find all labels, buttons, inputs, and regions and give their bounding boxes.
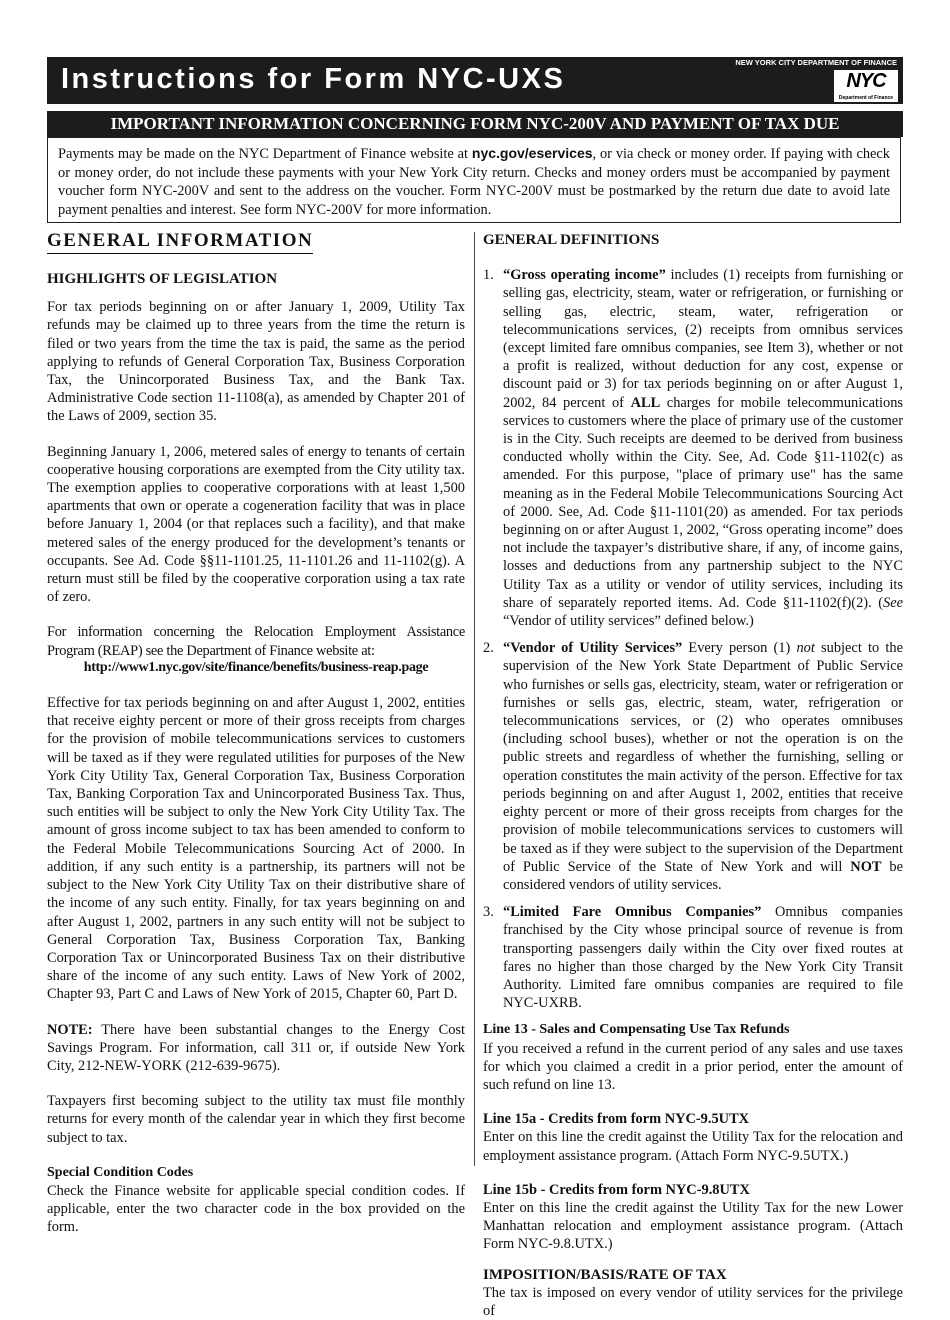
nyc-logo-subtext: Department of Finance [838,95,894,101]
department-name: NEW YORK CITY DEPARTMENT OF FINANCE [735,58,897,67]
notice-heading: IMPORTANT INFORMATION CONCERNING FORM NYC-200V AND PAYMENT OF TAX DUE [47,111,903,137]
definition-number: 3. [483,904,494,921]
definition-number: 1. [483,267,494,284]
imposition-heading: IMPOSITION/BASIS/RATE OF TAX [483,1266,727,1283]
general-definitions-heading: GENERAL DEFINITIONS [483,232,660,248]
definition-emphasis: ALL [630,394,661,411]
mobile-telecom-paragraph: Effective for tax periods beginning on and after August 1, 2002, entities that receive eighty percent or more of their gross receipts from charges for the provision of mobile telecommunications services to customers will be taxed as if they were regulated utilities for purposes of the New York City Utility Tax, General Corporation Tax, Business Corporation Tax, Banking Corporation Tax and Unincorporated Business Tax. Thus, such entities will be subject to only the New York City Utility Tax. The amount of gross income subject to tax has been amended to conform to the Federal Mobile Telecommunications Sourcing Act of 2000. In addition, if any such entity is a partnership, its partners will not be subject to the New York City Utility Tax on their distributive share of the income of any such entity. Finally, for tax years beginning on and after August 1, 2002, partners in any such entity will not be subject to General Corporation Tax, Business Corporation Tax, Banking Corporation Tax or Unincorporated Business Tax on their distributive share of the income of any such entity. Laws of New York of 2002, Chapter 93, Part C and Laws of New York of 2015, Chapter 60, Part D. [47,695,465,1003]
highlights-heading: HIGHLIGHTS OF LEGISLATION [47,271,278,287]
definition-text: subject to the supervision of the New York State Department of Public Service who furnishes or sells gas, electricity, steam, water or refrigeration or furnishes or sells gas, electric, steam, water, refrigeration or telecommunications services, or (2) who operates omnibuses (including school buses), whether or not the operation is on the public streets and regardless of whether the furnishing, selling or operation constitutes the main activity of the person. Effective for tax periods beginning on and after August 1, 2002, entities that receive eighty percent or more of their gross receipts from charges for the provision of mobile telecommunications services to customers will be taxed as if they were subject to the supervision of the Department of Public Service of the State of New York and will [503,640,903,875]
legislation-paragraph-2: Beginning January 1, 2006, metered sales of energy to tenants of certain cooperative housing corporations are exempted from the City utility tax. The exemption applies to cooperative corporations with at least 1,500 apartments that own or operate a cogeneration facility that was in place before January 1, 2004 (or that replaces such a facility), and that make metered sales of the energy produced for the development’s tenants or occupants. See Ad. Code §§11-1101.25, 11-1101.26 and 11-1102(g). A return must still be filed by the cooperative corporation using a tax rate of zero. [47,443,465,606]
definition-text: Omnibus companies franchised by the City whose principal source of revenue is from transporting passengers daily within the City over fixed routes at fares no higher than those charged by the New York City Transit Authority. Limited fare omnibus companies are required to file NYC-UXRB. [503,904,903,1012]
special-condition-codes-text: Check the Finance website for applicable special condition codes. If applicable, enter the two character code in the box provided on the form. [47,1182,465,1236]
imposition-text: The tax is imposed on every vendor of utility services for the privilege of [483,1284,903,1319]
column-divider [474,232,475,1166]
line-15a-text: Enter on this line the credit against the Utility Tax for the relocation and employment assistance program. (Attach Form NYC-9.5UTX.) [483,1129,903,1164]
right-column [483,228,903,1320]
definition-text: be considered vendors of utility services. [503,858,903,893]
legislation-paragraph-1: For tax periods beginning on or after January 1, 2009, Utility Tax refunds may be claimed up to three years from the time the return is filed or two years from the time the tax is paid, the same as the period applying to refunds of General Corporation Tax, Business Corporation Tax, the Unincorporated Business Tax, and the Bank Tax. Administrative Code section 11-1108(a), as amended by Chapter 201 of the Laws of 2009, section 35. [47,299,465,425]
eservices-link[interactable]: nyc.gov/eservices [471,145,593,161]
definition-text: Every person (1) [682,640,797,657]
definition-item [483,639,903,894]
definition-text: includes (1) receipts from furnishing or selling gas, electricity, steam, water or refrigeration, or furnishing or selling gas, electric, steam, water, refrigeration or telecommunications services, (2) receipts from omnibus services (except limited fare omnibus companies, see Item 3), whether or not a profit is realized, without deduction for any cost, expense or discount paid or 3) for tax periods beginning on or after August 1, 2002, 84 percent of [503,267,904,411]
nyc-logo-text: NYC [846,70,886,92]
definition-text: “Vendor of utility services” defined below.) [503,613,754,630]
monthly-returns-paragraph: Taxpayers first becoming subject to the utility tax must file monthly returns for every month of the calendar year in which they first become subject to tax. [47,1093,465,1146]
note-label: NOTE: [47,1021,93,1038]
definition-emphasis: NOT [850,858,882,875]
definition-term: “Gross operating income” [503,267,666,284]
notice-box [47,137,901,223]
page-title: Instructions for Form NYC-UXS [61,63,566,95]
line-15b-heading: Line 15b - Credits from form NYC-9.8UTX [483,1181,750,1198]
definition-emphasis: not [796,640,815,657]
definition-term: “Vendor of Utility Services” [503,640,683,657]
line-15a-heading: Line 15a - Credits from form NYC-9.5UTX [483,1111,750,1128]
note-paragraph [47,1021,465,1076]
line-15b-text: Enter on this line the credit against the Utility Tax for the new Lower Manhattan relocation and employment assistance program. (Attach Form NYC-9.8.UTX.) [483,1199,903,1253]
line-13-text: If you received a refund in the current period of any sales and use taxes for which you claimed a credit in a prior period, enter the amount of such refund on line 13. [483,1040,903,1093]
left-column [47,228,465,1237]
reap-link[interactable]: http://www1.nyc.gov/site/finance/benefits/business-reap.page [83,659,429,675]
definition-see: See [883,594,903,611]
nyc-logo [834,70,898,102]
definition-item [483,266,903,630]
notice-text-before: Payments may be made on the NYC Department of Finance website at [58,146,472,162]
notice-text-after: , or via check or money order. If paying with check or money order, do not include these payments with your New York City return. Checks and money orders must be accompanied by payment voucher form NYC-200V and sent to the address on the voucher. Form NYC-200V must be postmarked by the return due date to avoid late payment penalties and interest. See form NYC-200V for more information. [58,146,890,218]
definition-number: 2. [483,640,494,657]
definitions-list [483,266,903,1012]
title-bar [47,57,903,104]
special-condition-codes-heading: Special Condition Codes [47,1164,194,1180]
definition-text: charges for mobile telecommunications services to customers where the place of primary use of the customer is in the City. Such receipts are deemed to be derived from business conducted wholly within the City. See, Ad. Code §11-1102(c) as amended. For this purpose, "place of primary use" has the same meaning as in the Federal Mobile Telecommunications Sourcing Act of 2000. See, Ad. Code §11-1101(20) as amended. For tax periods beginning on or after August 1, 2002, “Gross operating income” does not include the taxpayer’s distributive share, if any, of income gains, losses and deductions from any partnership subject to the NYC Utility Tax as a utility or vendor of utility services, including its share of separately reported items. Ad. Code §11-1102(f)(2). ( [503,394,903,611]
definition-item [483,903,903,1012]
general-information-heading: GENERAL INFORMATION [47,230,313,254]
reap-paragraph: For information concerning the Relocation Employment Assistance Program (REAP) see the Department of Finance website at: [47,624,465,659]
line-13-heading: Line 13 - Sales and Compensating Use Tax Refunds [483,1022,790,1038]
note-text: There have been substantial changes to the Energy Cost Savings Program. For information, call 311 or, if outside New York City, 212-NEW-YORK (212-639-9675). [47,1021,465,1074]
definition-term: “Limited Fare Omnibus Companies” [503,904,762,921]
